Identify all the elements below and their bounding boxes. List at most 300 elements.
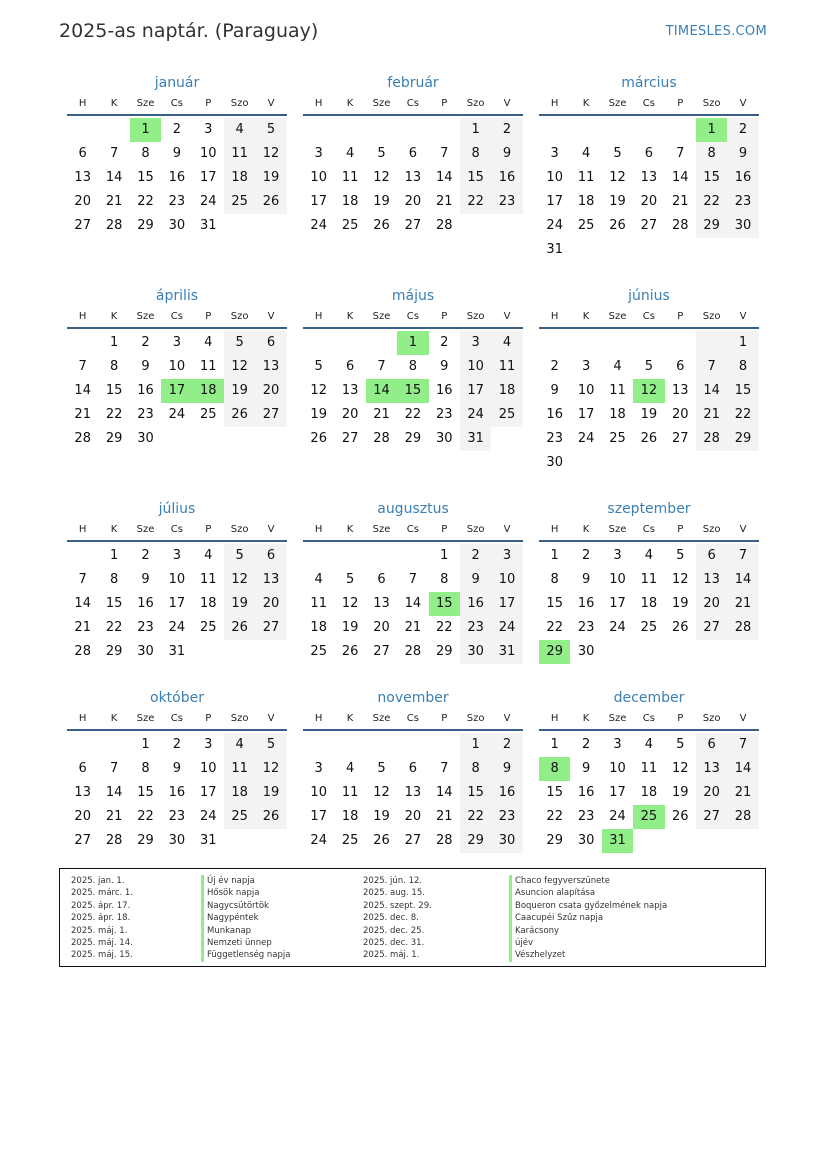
- day-cell: 14: [435, 785, 453, 800]
- empty-cell: [334, 544, 365, 568]
- weekday-header: [303, 93, 523, 116]
- empty-cell: [633, 640, 664, 664]
- month-name: május: [391, 288, 435, 304]
- day-cell: 21: [74, 407, 91, 422]
- day-cell: 12: [224, 568, 255, 592]
- day-cell: 5: [676, 548, 685, 563]
- day-cell: 14: [435, 170, 453, 185]
- legend-date: 2025. dec. 8.: [363, 913, 419, 924]
- day-cell: 16: [491, 166, 522, 190]
- day-cell: 28: [105, 833, 123, 848]
- day-cell: 5: [224, 544, 255, 568]
- empty-cell: [633, 829, 664, 853]
- day-cell: 11: [199, 572, 217, 587]
- day-cell: 2: [491, 118, 522, 142]
- week-row: [67, 805, 287, 829]
- weekday-label: V: [739, 524, 747, 535]
- weekday-label: Cs: [170, 98, 183, 109]
- day-cell: 4: [314, 572, 323, 587]
- day-cell: 31: [602, 829, 633, 853]
- day-cell: 12: [255, 142, 286, 166]
- week-row: [303, 544, 523, 568]
- day-cell: 11: [577, 170, 595, 185]
- day-cell: 10: [310, 170, 327, 185]
- day-cell: 18: [640, 785, 658, 800]
- day-cell: 1: [727, 331, 758, 355]
- weekday-label: Sze: [136, 311, 155, 322]
- day-cell: 11: [341, 170, 359, 185]
- day-cell: 9: [141, 359, 150, 374]
- day-cell: 3: [204, 737, 213, 752]
- day-cell: 29: [435, 644, 453, 659]
- legend-holiday-name: Új év napja: [201, 875, 255, 887]
- empty-cell: [161, 427, 192, 451]
- day-cell: 12: [341, 596, 359, 611]
- day-cell: 18: [609, 407, 626, 422]
- week-row: [67, 592, 287, 616]
- day-cell: 23: [546, 431, 563, 446]
- weekday-label: H: [550, 311, 559, 322]
- day-cell: 17: [310, 194, 327, 209]
- day-cell: 12: [310, 383, 327, 398]
- day-cell: 17: [199, 785, 217, 800]
- weekday-header: [67, 708, 287, 731]
- day-cell: 21: [105, 194, 123, 209]
- empty-cell: [539, 331, 570, 355]
- day-cell: 26: [640, 431, 658, 446]
- week-row: [539, 190, 759, 214]
- weekday-label: K: [346, 524, 354, 535]
- empty-cell: [224, 640, 255, 664]
- legend-row: [363, 912, 603, 924]
- week-row: [67, 640, 287, 664]
- day-cell: 31: [546, 242, 563, 257]
- month-4: [303, 286, 523, 499]
- week-row: [539, 757, 759, 781]
- empty-cell: [727, 640, 758, 664]
- day-cell: 30: [168, 833, 186, 848]
- month-name: szeptember: [607, 501, 691, 517]
- week-row: [303, 592, 523, 616]
- day-cell: 11: [224, 757, 255, 781]
- day-cell: 7: [109, 146, 119, 161]
- day-cell: 20: [74, 194, 91, 209]
- day-cell: 15: [696, 166, 727, 190]
- day-cell: 10: [168, 359, 186, 374]
- weekday-label: Sze: [136, 524, 155, 535]
- legend-row: [71, 887, 259, 899]
- day-cell: 10: [546, 170, 563, 185]
- day-cell: 4: [224, 118, 255, 142]
- weekday-label: K: [346, 98, 354, 109]
- empty-cell: [255, 427, 286, 451]
- day-cell: 18: [491, 379, 522, 403]
- day-cell: 27: [255, 616, 286, 640]
- day-cell: 23: [577, 809, 595, 824]
- day-cell: 4: [345, 761, 355, 776]
- empty-cell: [255, 214, 286, 238]
- day-cell: 14: [105, 785, 123, 800]
- legend-holiday-name: Karácsony: [509, 925, 559, 937]
- month-name: november: [377, 690, 449, 706]
- weekday-label: Cs: [642, 713, 655, 724]
- day-cell: 28: [435, 218, 453, 233]
- day-cell: 7: [696, 355, 727, 379]
- day-cell: 12: [609, 170, 626, 185]
- day-cell: 29: [696, 214, 727, 238]
- day-cell: 30: [137, 431, 154, 446]
- weekday-label: P: [677, 311, 684, 322]
- day-cell: 2: [460, 544, 491, 568]
- weekday-label: Sze: [608, 524, 627, 535]
- day-cell: 24: [310, 218, 327, 233]
- day-cell: 16: [168, 785, 186, 800]
- day-cell: 29: [727, 427, 758, 451]
- day-cell: 23: [137, 407, 154, 422]
- empty-cell: [460, 214, 491, 238]
- day-cell: 17: [168, 596, 186, 611]
- day-cell: 26: [373, 833, 390, 848]
- empty-cell: [67, 331, 98, 355]
- empty-cell: [303, 544, 334, 568]
- week-row: [67, 166, 287, 190]
- weekday-label: P: [205, 311, 212, 322]
- holiday-legend: [59, 868, 766, 967]
- week-row: [539, 592, 759, 616]
- day-cell: 24: [491, 616, 522, 640]
- month-7: [303, 499, 523, 688]
- weekday-label: Szo: [702, 311, 721, 322]
- day-cell: 10: [460, 355, 491, 379]
- day-cell: 20: [696, 592, 727, 616]
- empty-cell: [224, 214, 255, 238]
- week-row: [67, 403, 287, 427]
- weekday-label: H: [78, 311, 87, 322]
- day-cell: 29: [137, 218, 154, 233]
- week-row: [67, 733, 287, 757]
- week-row: [303, 214, 523, 238]
- weekday-label: Cs: [406, 713, 419, 724]
- day-cell: 9: [550, 383, 559, 398]
- day-cell: 6: [408, 146, 417, 161]
- weekday-label: P: [441, 311, 448, 322]
- weekday-label: Cs: [406, 311, 419, 322]
- empty-cell: [570, 238, 601, 262]
- day-cell: 27: [341, 431, 359, 446]
- day-cell: 25: [341, 218, 359, 233]
- day-cell: 31: [199, 833, 217, 848]
- day-cell: 12: [671, 572, 689, 587]
- weekday-label: P: [441, 98, 448, 109]
- week-row: [539, 805, 759, 829]
- month-8: [539, 499, 759, 688]
- empty-cell: [633, 238, 664, 262]
- week-row: [539, 829, 759, 853]
- day-cell: 8: [727, 355, 758, 379]
- weekday-label: Cs: [642, 98, 655, 109]
- day-cell: 24: [199, 809, 217, 824]
- weekday-label: H: [314, 311, 323, 322]
- day-cell: 8: [141, 761, 150, 776]
- day-cell: 9: [172, 146, 181, 161]
- weekday-label: K: [582, 98, 590, 109]
- weekday-header: [303, 306, 523, 329]
- empty-cell: [224, 829, 255, 853]
- day-cell: 22: [546, 809, 563, 824]
- day-cell: 27: [74, 833, 91, 848]
- week-row: [539, 403, 759, 427]
- day-cell: 4: [613, 359, 622, 374]
- day-cell: 31: [491, 640, 522, 664]
- day-cell: 22: [105, 407, 123, 422]
- empty-cell: [570, 331, 601, 355]
- day-cell: 9: [460, 568, 491, 592]
- day-cell: 27: [696, 616, 727, 640]
- legend-date: 2025. máj. 1.: [363, 950, 420, 961]
- day-cell: 21: [727, 781, 758, 805]
- day-cell: 20: [373, 620, 390, 635]
- day-cell: 27: [255, 403, 286, 427]
- empty-cell: [696, 451, 727, 475]
- empty-cell: [193, 427, 224, 451]
- day-cell: 13: [341, 383, 359, 398]
- day-cell: 5: [377, 146, 386, 161]
- day-cell: 1: [130, 118, 161, 142]
- day-cell: 15: [105, 383, 123, 398]
- day-cell: 31: [460, 427, 491, 451]
- day-cell: 13: [696, 757, 727, 781]
- day-cell: 23: [168, 809, 186, 824]
- empty-cell: [366, 544, 397, 568]
- day-cell: 5: [255, 733, 286, 757]
- day-cell: 15: [460, 166, 491, 190]
- day-cell: 20: [404, 194, 422, 209]
- legend-date: 2025. szept. 29.: [363, 900, 432, 911]
- month-10: [303, 688, 523, 877]
- week-row: [303, 190, 523, 214]
- day-cell: 31: [199, 218, 217, 233]
- legend-date: 2025. máj. 15.: [71, 950, 133, 961]
- day-cell: 28: [373, 431, 390, 446]
- month-9: [67, 688, 287, 877]
- day-cell: 2: [491, 733, 522, 757]
- day-cell: 22: [404, 407, 422, 422]
- day-cell: 7: [676, 146, 685, 161]
- day-cell: 2: [440, 335, 449, 350]
- day-cell: 17: [577, 407, 595, 422]
- day-cell: 9: [440, 359, 449, 374]
- weekday-label: H: [550, 524, 559, 535]
- day-cell: 14: [696, 379, 727, 403]
- weekday-label: H: [550, 713, 559, 724]
- month-name: április: [155, 288, 199, 304]
- empty-cell: [366, 331, 397, 355]
- weekday-label: Szo: [230, 713, 249, 724]
- legend-row: [71, 900, 269, 912]
- day-cell: 15: [546, 596, 563, 611]
- site-link[interactable]: TIMESLES.COM: [665, 24, 767, 39]
- week-row: [303, 355, 523, 379]
- empty-cell: [602, 331, 633, 355]
- weekday-label: Cs: [406, 524, 419, 535]
- day-cell: 14: [74, 383, 91, 398]
- week-row: [67, 118, 287, 142]
- day-cell: 11: [609, 383, 626, 398]
- day-cell: 24: [609, 620, 626, 635]
- weekday-label: Sze: [136, 713, 155, 724]
- month-name: március: [621, 75, 677, 91]
- weekday-header: [539, 708, 759, 731]
- empty-cell: [366, 733, 397, 757]
- weekday-label: P: [205, 524, 212, 535]
- day-cell: 26: [310, 431, 327, 446]
- legend-date: 2025. ápr. 18.: [71, 913, 131, 924]
- legend-date: 2025. aug. 15.: [363, 888, 425, 899]
- day-cell: 22: [137, 194, 154, 209]
- day-cell: 8: [408, 359, 417, 374]
- weekday-label: K: [346, 311, 354, 322]
- legend-holiday-name: Nagypéntek: [201, 912, 259, 924]
- day-cell: 24: [609, 809, 626, 824]
- day-cell: 21: [404, 620, 422, 635]
- legend-holiday-name: Hősök napja: [201, 887, 259, 899]
- empty-cell: [334, 331, 365, 355]
- empty-cell: [429, 733, 460, 757]
- day-cell: 22: [696, 190, 727, 214]
- day-cell: 18: [310, 620, 327, 635]
- day-cell: 9: [581, 761, 591, 776]
- weekday-label: Sze: [608, 98, 627, 109]
- legend-date: 2025. ápr. 17.: [71, 900, 131, 911]
- day-cell: 11: [310, 596, 327, 611]
- legend-holiday-name: Nemzeti ünnep: [201, 937, 272, 949]
- empty-cell: [491, 214, 522, 238]
- day-cell: 19: [255, 781, 286, 805]
- weekday-header: [67, 93, 287, 116]
- day-cell: 22: [105, 620, 123, 635]
- day-cell: 21: [435, 194, 453, 209]
- day-cell: 1: [696, 118, 727, 142]
- weekday-label: H: [78, 98, 87, 109]
- empty-cell: [303, 118, 334, 142]
- day-cell: 11: [640, 761, 658, 776]
- day-cell: 6: [78, 761, 87, 776]
- week-row: [539, 640, 759, 664]
- empty-cell: [539, 118, 570, 142]
- day-cell: 13: [74, 170, 91, 185]
- day-cell: 4: [345, 146, 355, 161]
- month-3: [67, 286, 287, 499]
- legend-row: [363, 887, 595, 899]
- day-cell: 18: [224, 781, 255, 805]
- week-row: [303, 331, 523, 355]
- day-cell: 28: [105, 218, 123, 233]
- day-cell: 19: [310, 407, 327, 422]
- day-cell: 9: [727, 142, 758, 166]
- day-cell: 3: [581, 359, 591, 374]
- legend-date: 2025. dec. 31.: [363, 938, 425, 948]
- day-cell: 22: [546, 620, 563, 635]
- weekday-label: Sze: [372, 713, 391, 724]
- day-cell: 14: [727, 568, 758, 592]
- empty-cell: [303, 733, 334, 757]
- day-cell: 8: [460, 142, 491, 166]
- day-cell: 19: [224, 592, 255, 616]
- day-cell: 7: [78, 572, 87, 587]
- month-name: december: [613, 690, 685, 706]
- day-cell: 18: [341, 809, 359, 824]
- day-cell: 18: [193, 379, 224, 403]
- empty-cell: [665, 238, 696, 262]
- weekday-label: V: [503, 311, 511, 322]
- day-cell: 21: [696, 403, 727, 427]
- day-cell: 2: [141, 548, 150, 563]
- day-cell: 17: [199, 170, 217, 185]
- month-5: [539, 286, 759, 499]
- weekday-label: K: [110, 713, 118, 724]
- empty-cell: [67, 544, 98, 568]
- day-cell: 12: [373, 785, 390, 800]
- day-cell: 26: [671, 620, 689, 635]
- legend-row: [71, 937, 272, 949]
- day-cell: 3: [613, 548, 622, 563]
- day-cell: 17: [609, 596, 626, 611]
- day-cell: 12: [255, 757, 286, 781]
- day-cell: 25: [633, 805, 664, 829]
- day-cell: 25: [224, 805, 255, 829]
- weekday-label: K: [110, 311, 118, 322]
- day-cell: 19: [609, 194, 626, 209]
- day-cell: 26: [255, 190, 286, 214]
- week-row: [303, 640, 523, 664]
- day-cell: 17: [460, 379, 491, 403]
- day-cell: 21: [671, 194, 689, 209]
- week-row: [67, 355, 287, 379]
- empty-cell: [696, 640, 727, 664]
- day-cell: 6: [676, 359, 685, 374]
- day-cell: 23: [491, 190, 522, 214]
- day-cell: 19: [671, 785, 689, 800]
- day-cell: 27: [404, 833, 422, 848]
- day-cell: 12: [373, 170, 390, 185]
- day-cell: 13: [255, 355, 286, 379]
- weekday-label: P: [205, 713, 212, 724]
- week-row: [539, 214, 759, 238]
- day-cell: 2: [172, 737, 181, 752]
- day-cell: 1: [397, 331, 428, 355]
- day-cell: 29: [460, 829, 491, 853]
- week-row: [539, 331, 759, 355]
- day-cell: 15: [105, 596, 123, 611]
- legend-row: [363, 949, 565, 961]
- day-cell: 27: [373, 644, 390, 659]
- legend-holiday-name: Asuncion alapítása: [509, 887, 595, 899]
- day-cell: 10: [609, 572, 626, 587]
- day-cell: 22: [460, 805, 491, 829]
- day-cell: 29: [137, 833, 154, 848]
- day-cell: 19: [373, 809, 390, 824]
- day-cell: 8: [539, 757, 570, 781]
- weekday-label: Cs: [406, 98, 419, 109]
- day-cell: 6: [377, 572, 386, 587]
- month-11: [539, 688, 759, 877]
- day-cell: 17: [609, 785, 626, 800]
- day-cell: 1: [109, 548, 119, 563]
- weekday-label: V: [739, 311, 747, 322]
- day-cell: 7: [440, 761, 449, 776]
- weekday-label: Sze: [136, 98, 155, 109]
- day-cell: 3: [550, 146, 559, 161]
